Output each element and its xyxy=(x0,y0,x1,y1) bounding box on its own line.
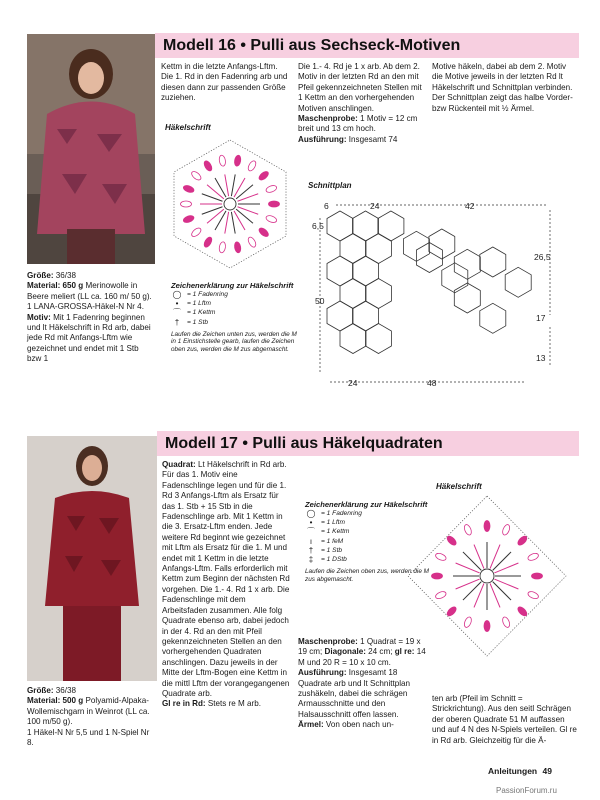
hexagon-motif xyxy=(366,234,392,264)
stitch-mark xyxy=(234,155,242,167)
segment-text: Stets re M arb. xyxy=(205,699,261,709)
hexagon-motif xyxy=(327,211,353,241)
hexagon-motif xyxy=(480,303,506,333)
legend-symbol-icon: ◯ xyxy=(306,509,316,518)
text-segment xyxy=(27,728,149,747)
measure-48: 48 xyxy=(427,378,437,388)
stitch-mark xyxy=(435,590,447,600)
measure-24-bottom: 24 xyxy=(348,378,358,388)
stitch-mark xyxy=(258,170,270,182)
segment-lead: Material: xyxy=(27,696,61,706)
legend-symbol-icon: † xyxy=(308,545,314,555)
segment-text: 1 Quadrat = 19 x 19 cm; xyxy=(298,637,421,657)
stitch-mark xyxy=(501,616,511,628)
segment-lead: Ausführung: xyxy=(298,134,347,144)
legend-text: = 1 Lftm xyxy=(187,300,212,308)
hexagon-motif xyxy=(353,211,379,241)
stitch-mark xyxy=(182,214,194,223)
m16-text-col1 xyxy=(27,271,155,365)
stitch-mark xyxy=(269,201,280,207)
m16-text-col4 xyxy=(432,62,577,114)
legend-text: = 1 DStb xyxy=(321,556,347,564)
m17-col4-paragraph: ten arb (Pfeil im Schnitt = Strickrichtung). Aus den seitl Schrägen der oberen Quadrate 51 M auffassen und auf 4 N des N-Spiels verteilen. Gl re in Rd arb. Gleichzeitig für die Ä- xyxy=(432,694,577,745)
stitch-mark xyxy=(463,524,473,536)
m16-col2-paragraph: Kettm in die letzte Anfangs-Lftm. Die 1. Rd in den Fadenring arb und diesen dann zur passenden Größe zuziehen. xyxy=(161,62,288,103)
segment-text: 1 LANA-GROSSA-Häkel-N Nr 4. xyxy=(27,302,144,312)
legend-symbol-icon: • xyxy=(309,518,313,528)
legend-row xyxy=(171,308,299,317)
text-segment xyxy=(27,696,63,705)
segment-lead: Maschenprobe: xyxy=(298,637,358,646)
segment-lead: Material: xyxy=(27,281,61,291)
measure-13: 13 xyxy=(536,353,546,363)
legend-text: = 1 Kettm xyxy=(321,528,350,536)
stitch-mark xyxy=(190,226,202,238)
m17-text-col4 xyxy=(432,694,577,746)
segment-lead: gl re: xyxy=(394,647,415,657)
measure-26-5: 26,5 xyxy=(534,252,551,262)
legend-text: = 1 Lftm xyxy=(321,519,346,527)
text-segment xyxy=(27,313,151,364)
measure-50: 50 xyxy=(315,296,325,306)
stitch-mark xyxy=(234,211,245,230)
m16-text-col3 xyxy=(298,62,424,145)
legend-row xyxy=(171,299,299,308)
segment-text: Lt Häkelschrift in Rd arb. Für das 1. Motiv eine Fadenschlinge legen und für die 1. Rd 3 Anfangs-Lftm als Ersatz für das 1. Stb + 15 Stb in die Fadenschlinge arb. Mit 1 Kettm in die 3. Ersatz-Lftm enden. Jede weitere Rd beginnt wie gezeichnet mit Lftm als Ersatz für die 1. M und endet mit 1 Kettm in die letzte Anfangs-Lftm. Falls erforderlich mit Kettm zum Beginn der nächsten Rd vorgehen. Die 1.- 4. Rd 1 x arb. Die Fadenschlinge mit dem Arbeitsfaden zusammen. Alle folg Quadrate ebenso arb, dabei jedoch in der 4. Rd an den mit Pfeil gekennzeichneten Stellen an den vorhergehenden Quadraten anschlingen. Dazu jeweils in der Mitte der Lftm-Bogen eine Kettm in die mittl Lftm der vorangegangenen Quadrate arb. xyxy=(162,460,290,698)
m16-legend xyxy=(171,281,299,354)
stitch-mark xyxy=(234,178,245,197)
text-segment xyxy=(27,302,144,311)
page-number: 49 xyxy=(542,766,552,776)
hexagon-motif xyxy=(505,267,531,297)
measure-6: 6 xyxy=(324,201,329,211)
legend-symbol-icon: ‡ xyxy=(308,555,314,565)
stitch-mark xyxy=(532,573,543,579)
text-segment xyxy=(298,62,422,113)
stitch-mark xyxy=(231,174,235,196)
title-band-modell-17 xyxy=(157,431,579,456)
stitch-mark xyxy=(265,214,277,223)
text-segment xyxy=(27,686,76,695)
stitch-mark xyxy=(215,211,226,230)
measure-24-top: 24 xyxy=(370,201,380,211)
segment-lead: Größe: xyxy=(27,271,54,280)
segment-lead: Ausführung: xyxy=(298,668,347,678)
text-segment xyxy=(298,668,410,719)
stitch-mark xyxy=(247,160,258,173)
legend-symbol-icon: ⌒ xyxy=(173,308,181,318)
watermark: PassionForum.ru xyxy=(496,786,557,795)
hexagon-motif xyxy=(340,234,366,264)
segment-text: 1 Häkel-N Nr 5,5 und 1 N-Spiel Nr 8. xyxy=(27,727,150,748)
segment-lead: Diagonale: xyxy=(324,647,366,657)
stitch-mark xyxy=(258,226,270,238)
hexagon-motif xyxy=(340,324,366,354)
segment-text: Mit 1 Fadenring beginnen und lt Häkelschrift in Rd arb, dabei jede Rd mit Anfangs-Lftm wie gezeichnet und endet mit 1 Stb bzw 1 xyxy=(27,312,151,364)
legend-symbol-icon: • xyxy=(175,299,179,309)
title-modell-16: Modell 16 • Pulli aus Sechseck-Motiven xyxy=(163,37,461,54)
stitch-mark xyxy=(225,174,229,196)
m16-legend-note: Laufen die Zeichen unten zus, werden die M in 1 Einstichstelle gearb, laufen die Zeichen oben zus, werden die M zus abgemascht. xyxy=(171,330,297,353)
text-segment xyxy=(298,720,394,729)
segment-text: 36/38 xyxy=(53,271,77,280)
text-segment xyxy=(325,647,395,656)
stitch-mark xyxy=(215,178,226,197)
legend-text: = 1 feM xyxy=(321,537,344,545)
m17-haekelschrift-label: Häkelschrift xyxy=(436,482,482,491)
stitch-mark xyxy=(501,524,511,536)
segment-lead: Ärmel: xyxy=(298,720,324,730)
segment-lead: Gl re in Rd: xyxy=(162,699,206,709)
footer xyxy=(488,766,552,776)
stitch-mark xyxy=(527,552,539,562)
m16-col4-paragraph: Motive häkeln, dabei ab dem 2. Motiv die Motive jeweils in der letzten Rd lt Häkelschrift und Schnittplan verbinden. Der Schnittplan zeigt das halbe Vorder- bzw Rückenteil mit ½ Ärmel. xyxy=(432,62,573,113)
hexagon-motif xyxy=(340,279,366,309)
title-modell-17: Modell 17 • Pulli aus Häkelquadraten xyxy=(165,435,443,452)
legend-text: = 1 Stb xyxy=(321,546,343,554)
measure-6-5: 6,5 xyxy=(312,221,324,231)
m17-square-diagram xyxy=(402,490,572,662)
text-segment xyxy=(162,699,261,708)
photo-modell-16 xyxy=(27,34,155,264)
m17-legend-title: Zeichenerklärung zur Häkelschrift xyxy=(305,500,428,509)
stitch-mark xyxy=(463,616,473,628)
stitch-mark xyxy=(484,521,490,532)
stitch-mark xyxy=(190,170,202,182)
segment-text: 24 cm; xyxy=(365,647,395,657)
segment-lead: Quadrat: xyxy=(162,460,196,469)
segment-text: Insgesamt 18 Quadrate arb und lt Schnittplan zushäkeln, dabei die schrägen Armausschnitte und den Halsausschnitt offen lassen. xyxy=(298,668,411,719)
legend-symbol-icon: † xyxy=(174,317,180,327)
segment-lead: Motiv: xyxy=(27,312,51,322)
photo-modell-17 xyxy=(27,436,157,681)
stitch-mark xyxy=(218,241,226,253)
segment-text: 1 Motiv = 12 cm breit und 13 cm hoch. xyxy=(298,114,418,134)
segment-text: Merinowolle in Beere meliert (LL ca. 160 m/ 50 g). xyxy=(27,281,152,301)
stitch-mark xyxy=(435,552,447,562)
stitch-mark xyxy=(203,160,214,173)
legend-row xyxy=(171,318,299,327)
m17-text-col1 xyxy=(27,686,157,748)
segment-text: Die 1.- 4. Rd je 1 x arb. Ab dem 2. Motiv in der letzten Rd an den mit Pfeil gekennzeichneten Stellen mit 1 Kettm an den vorhergehenden Motiven anschlingen. xyxy=(298,62,422,113)
segment-text: 36/38 xyxy=(53,686,77,695)
hexagon-motif xyxy=(327,301,353,331)
text-segment xyxy=(27,281,63,290)
legend-symbol-icon: ◯ xyxy=(172,290,182,299)
legend-symbol-icon: ⌒ xyxy=(307,527,315,537)
stitch-mark xyxy=(182,184,194,193)
text-segment xyxy=(162,460,290,698)
m17-text-col2 xyxy=(162,460,292,710)
m16-haekelschrift-label: Häkelschrift xyxy=(165,123,211,132)
stitch-mark xyxy=(247,236,258,249)
hexagon-motif xyxy=(378,211,404,241)
stitch-mark xyxy=(181,201,192,207)
stitch-mark xyxy=(203,236,214,249)
segment-lead: Größe: xyxy=(27,686,54,695)
schnittplan-diagram xyxy=(300,190,585,390)
m16-legend-title: Zeichenerklärung zur Häkelschrift xyxy=(171,281,294,290)
hexagon-motif xyxy=(366,324,392,354)
photo-illustration xyxy=(27,436,157,681)
stitch-mark xyxy=(231,212,235,234)
segment-lead: Maschenprobe: xyxy=(298,114,358,124)
m16-text-col2 xyxy=(161,62,289,104)
stitch-mark xyxy=(225,212,229,234)
legend-symbol-icon: ı xyxy=(309,536,313,546)
stitch-mark xyxy=(432,573,443,579)
hexagon-motif xyxy=(353,256,379,286)
schnittplan-label: Schnittplan xyxy=(308,181,352,190)
legend-row xyxy=(171,290,299,299)
measure-42: 42 xyxy=(465,201,475,211)
hexagon-motif xyxy=(480,247,506,277)
legend-text: = 1 Fadenring xyxy=(321,510,362,517)
segment-text: Insgesamt 74 xyxy=(346,134,398,144)
stitch-mark xyxy=(265,184,277,193)
stitch-mark xyxy=(234,241,242,253)
hexagon-motif xyxy=(327,256,353,286)
hexagon-motif xyxy=(366,279,392,309)
footer-section: Anleitungen xyxy=(488,766,538,776)
stitch-mark xyxy=(484,621,490,632)
photo-illustration xyxy=(27,34,155,264)
text-segment xyxy=(27,271,76,280)
measure-17: 17 xyxy=(536,313,546,323)
m16-hexagon-diagram xyxy=(162,134,298,274)
legend-text: = 1 Fadenring xyxy=(187,291,228,298)
segment-text: Polyamid-Alpaka-Wollemischgarn in Weinrot (LL ca. 100 m/50 g). xyxy=(27,696,150,727)
stitch-mark xyxy=(527,590,539,600)
segment-lead: 500 g xyxy=(62,696,84,706)
legend-text: = 1 Stb xyxy=(187,318,209,326)
legend-text: = 1 Kettm xyxy=(187,309,216,317)
segment-text: Von oben nach un- xyxy=(323,720,394,730)
hexagon-motif xyxy=(454,283,480,313)
title-band-modell-16 xyxy=(155,33,579,58)
m16-legend-rows xyxy=(171,290,299,327)
hexagon-motif xyxy=(353,301,379,331)
text-segment xyxy=(298,114,417,133)
text-segment xyxy=(298,135,397,144)
stitch-mark xyxy=(446,605,458,617)
stitch-mark xyxy=(218,155,226,167)
segment-lead: 650 g xyxy=(62,281,84,291)
segment-text: 14 M und 20 R = 10 x 10 cm. xyxy=(298,647,426,667)
m17-legend-note: Laufen die Zeichen oben zus, werden die M zus abgemascht. xyxy=(305,568,429,583)
